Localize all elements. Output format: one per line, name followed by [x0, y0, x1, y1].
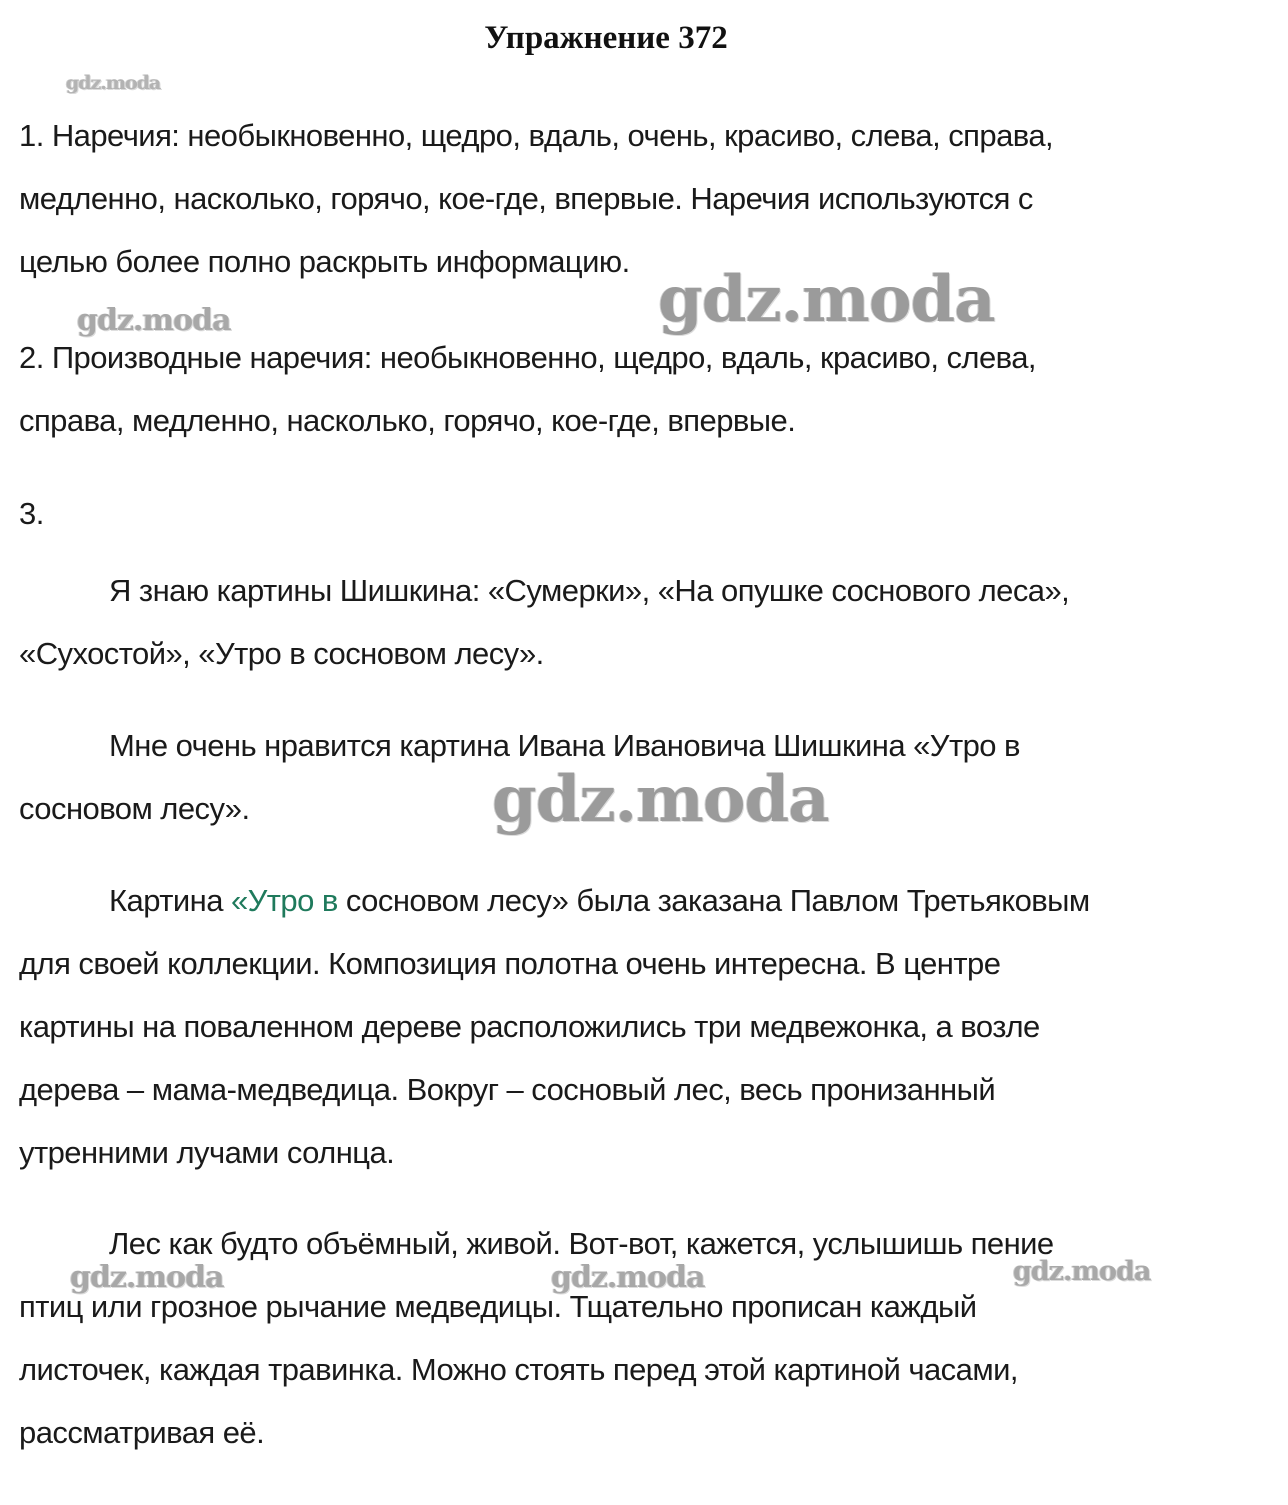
text-line: птиц или грозное рычание медведицы. Тщательно прописан каждый: [19, 1289, 977, 1324]
text-line: «Сухостой», «Утро в сосновом лесу».: [19, 636, 544, 671]
section-3-paragraph-3: [19, 869, 1219, 1184]
text-line: Лес как будто объёмный, живой. Вот-вот, кажется, услышишь пение: [109, 1226, 1054, 1261]
section-3-number: 3.: [19, 496, 44, 531]
text-line: 2. Производные наречия: необыкновенно, щедро, вдаль, красиво, слева,: [19, 340, 1036, 375]
highlighted-title: «Утро в: [230, 883, 338, 918]
text-line: картины на поваленном дереве расположились три медвежонка, а возле: [19, 1009, 1040, 1044]
watermark: gdz.moda: [66, 72, 161, 94]
text-line: сосновом лесу».: [19, 791, 250, 826]
text-line: дерева – мама-медведица. Вокруг – сосновый лес, весь пронизанный: [19, 1072, 996, 1107]
text-line: утренними лучами солнца.: [19, 1135, 395, 1170]
text-line: листочек, каждая травинка. Можно стоять перед этой картиной часами,: [19, 1352, 1018, 1387]
text-line: Картина «Утро в сосновом лесу» была заказана Павлом Третьяковым: [109, 883, 1090, 918]
text-line: медленно, насколько, горячо, кое-где, впервые. Наречия используются с: [19, 181, 1033, 216]
text-line: 1. Наречия: необыкновенно, щедро, вдаль, очень, красиво, слева, справа,: [19, 118, 1054, 153]
section-3-paragraph-1: [19, 559, 1219, 685]
text-line: для своей коллекции. Композиция полотна очень интересна. В центре: [19, 946, 1001, 981]
watermark: gdz.moda: [551, 1260, 705, 1295]
section-1-adverbs: [19, 104, 1219, 293]
watermark: gdz.moda: [70, 1260, 224, 1295]
watermark: gdz.moda: [77, 303, 231, 338]
text-line: рассматривая её.: [19, 1415, 265, 1450]
text-line: справа, медленно, насколько, горячо, кое-где, впервые.: [19, 403, 796, 438]
watermark: gdz.moda: [658, 262, 995, 337]
text-line: Я знаю картины Шишкина: «Сумерки», «На опушке соснового леса»,: [109, 573, 1070, 608]
watermark: gdz.moda: [492, 762, 829, 837]
watermark: gdz.moda: [1013, 1256, 1151, 1287]
section-3-paragraph-4: [19, 1212, 1219, 1464]
exercise-title: Упражнение 372: [484, 20, 728, 56]
section-3-paragraph-2: [19, 714, 1219, 840]
text-line: целью более полно раскрыть информацию.: [19, 244, 630, 279]
section-2-derived-adverbs: [19, 326, 1219, 452]
text-line: Мне очень нравится картина Ивана Ивановича Шишкина «Утро в: [109, 728, 1020, 763]
